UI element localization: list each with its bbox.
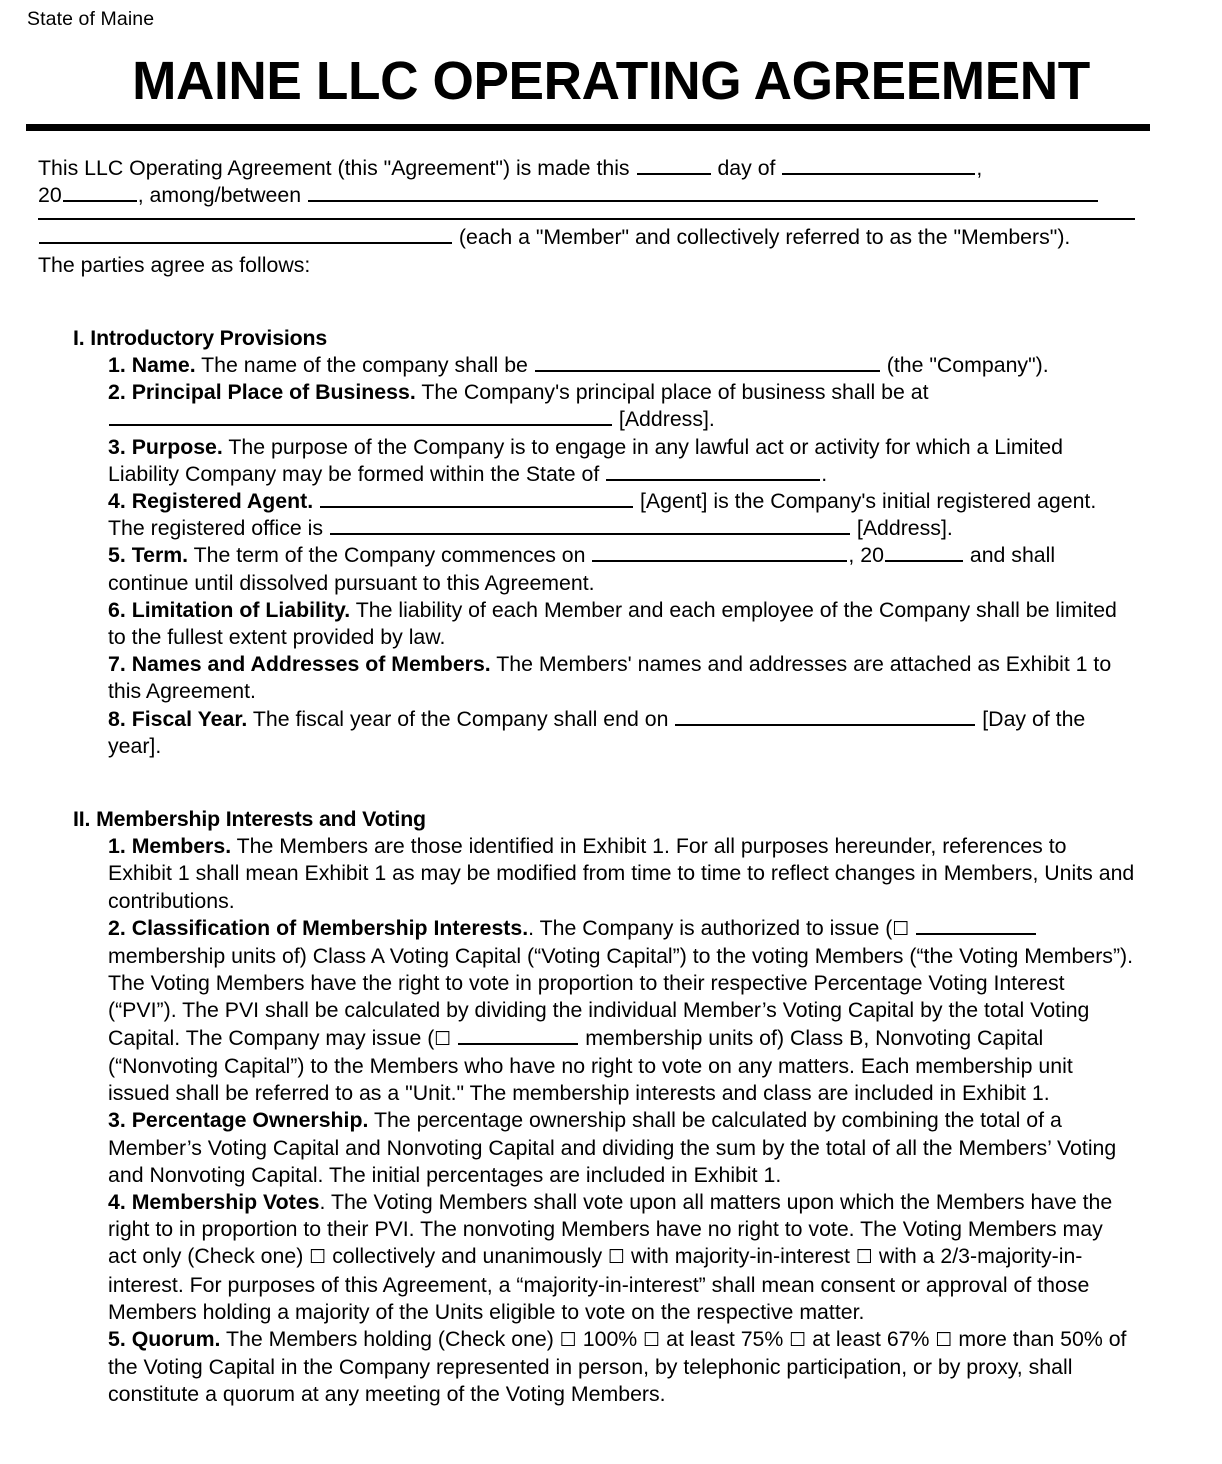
agreement-month-blank[interactable] [782,156,975,175]
intro-year-prefix: 20 [38,183,62,208]
spacer-before-section-2 [0,760,1222,806]
item-5-year-prefix: , 20 [848,543,884,568]
item-4-title: Registered Agent. [131,489,314,514]
parties-blank-3[interactable] [39,225,452,244]
company-name-blank[interactable] [535,353,880,372]
members-definition-line [38,224,1138,251]
item-ii-5-text-a: The Members holding (Check one) [225,1326,554,1351]
item-5-title: Term. [131,543,189,568]
item-7-number: 7. [108,652,126,677]
item-6-number: 6. [108,597,126,622]
parties-blank-1[interactable] [308,183,1098,202]
title-divider [26,124,1150,131]
principal-address-blank[interactable] [109,407,612,426]
item-8-number: 8. [108,706,126,731]
item-ii-4-text-b: with a 2/3-majority-in-interest. For purposes of this Agreement, a “majority-in-interest” shall mean consent or approval of those Members holding a majority of the Units eligible to vote on the respective matter. [108,1244,1090,1324]
class-b-units-checkbox[interactable]: ☐ [434,1027,452,1050]
class-a-units-checkbox[interactable]: ☐ [892,917,910,940]
vote-collectively-checkbox[interactable]: ☐ [309,1246,327,1269]
item-ii-4-opt-1: collectively and unanimously [332,1244,603,1269]
item-2-number: 2. [108,380,126,405]
fiscal-year-blank[interactable] [675,707,975,726]
item-ii-3-number: 3. [108,1108,126,1133]
item-ii-4-membership-votes [108,1189,1136,1326]
item-ii-4-opt-2: with majority-in-interest [631,1244,850,1269]
item-ii-3-percentage-ownership [108,1107,1136,1189]
item-3-purpose [108,434,1136,488]
item-2-title: Principal Place of Business. [131,380,416,405]
item-6-text: The liability of each Member and each employee of the Company shall be limited to the fullest extent provided by law. [108,597,1117,650]
item-7-names-addresses [108,651,1136,705]
item-8-text: The fiscal year of the Company shall end on [252,706,669,731]
item-ii-4-title-punct: . [319,1189,326,1214]
item-8-title: Fiscal Year. [131,706,248,731]
item-5-number: 5. [108,543,126,568]
item-ii-2-text-c: membership units of) Class B, Nonvoting Capital (“Nonvoting Capital”) to the Members who have no right to vote on any matters. Each membership unit issued shall be referred to as a "Unit." The membership interests and class are included in Exhibit 1. [108,1025,1073,1106]
item-8-text-2: [Day of the year]. [108,706,1086,758]
item-ii-3-text: The percentage ownership shall be calculated by combining the total of a Member’s Voting Capital and Nonvoting Capital and dividing the sum by the total of all the Members’ Voting and Nonvoting Capital. The initial percentages are included in Exhibit 1. [108,1108,1117,1187]
item-3-title: Purpose. [131,434,223,459]
item-7-text: The Members' names and addresses are attached as Exhibit 1 to this Agreement. [108,652,1112,704]
item-ii-5-number: 5. [108,1326,126,1351]
term-date-blank[interactable] [592,543,847,562]
item-6-title: Limitation of Liability. [131,597,351,622]
item-3-number: 3. [108,434,126,459]
agreement-day-blank[interactable] [637,156,711,175]
quorum-67-checkbox[interactable]: ☐ [789,1328,807,1351]
item-ii-1-title: Members. [131,834,232,859]
document-body [0,155,1222,1409]
item-ii-5-opt-3: at least 67% [812,1326,930,1351]
intro-line1-text-b: day of [717,156,776,180]
page-title: MAINE LLC OPERATING AGREEMENT [132,51,1090,111]
item-5-text-2: and shall continue until dissolved pursuant to this Agreement. [108,543,1056,595]
item-1-text: The name of the company shall be [201,353,528,378]
item-3-period: . [821,461,828,486]
item-ii-2-title-punct: . [528,915,535,940]
item-1-title: Name. [131,353,196,378]
item-6-limitation-of-liability [108,597,1136,651]
item-4-number: 4. [108,489,126,514]
item-2-text-2: [Address]. [618,407,715,432]
state-label: State of Maine [27,8,155,30]
item-1-number: 1. [108,353,126,378]
quorum-75-checkbox[interactable]: ☐ [643,1328,661,1351]
item-ii-5-opt-1: 100% [582,1326,638,1351]
spacer-before-section-1 [0,279,1222,325]
quorum-100-checkbox[interactable]: ☐ [559,1328,577,1351]
item-ii-3-title: Percentage Ownership. [131,1108,369,1133]
item-4-registered-agent [108,488,1136,542]
item-ii-5-quorum [108,1326,1136,1409]
item-ii-4-text-a: The Voting Members shall vote upon all matters upon which the Members have the right to in proportion to their PVI. The nonvoting Members have no right to vote. The Voting Members may act only (Check one) [108,1189,1113,1269]
intro-line1-text-a: This LLC Operating Agreement (this "Agreement") is made this [38,156,630,180]
item-ii-1-number: 1. [108,834,126,859]
class-a-units-blank[interactable] [916,916,1036,935]
item-1-text-2: (the "Company"). [886,353,1049,378]
item-ii-4-title: Membership Votes [131,1189,320,1214]
class-b-units-blank[interactable] [458,1026,578,1045]
item-ii-2-text-a: The Company is authorized to issue ( [539,915,893,940]
item-2-text: The Company's principal place of business shall be at [421,380,929,405]
item-5-text: The term of the Company commences on [193,543,586,568]
agent-name-blank[interactable] [320,489,633,508]
item-ii-2-title: Classification of Membership Interests. [131,915,529,940]
item-ii-4-number: 4. [108,1189,126,1214]
vote-two-thirds-checkbox[interactable]: ☐ [855,1246,873,1269]
state-blank[interactable] [606,462,820,481]
item-ii-5-title: Quorum. [131,1326,221,1351]
item-ii-1-members [108,833,1136,915]
item-5-term [108,542,1136,596]
item-7-title: Names and Addresses of Members. [131,652,491,677]
item-ii-1-text: The Members are those identified in Exhibit 1. For all purposes hereunder, references to Exhibit 1 shall mean Exhibit 1 as may be modified from time to time to reflect changes in Members, Units and contributions. [108,834,1135,913]
agreement-year-blank[interactable] [63,183,137,202]
quorum-50-checkbox[interactable]: ☐ [935,1328,953,1351]
item-ii-2-text-b: membership units of) Class A Voting Capital (“Voting Capital”) to the voting Members (“the Voting Members”). The Voting Members have the right to vote in proportion to their respective Percentage Voting Interest (“PVI”). The PVI shall be calculated by dividing the individual Member’s Voting Capital by the total Voting Capital. The Company may issue ( [108,944,1134,1050]
parties-agree-line: The parties agree as follows: [38,252,311,277]
item-ii-2-classification [108,915,1136,1107]
item-4-text: [Agent] is the Company's initial registered agent. The registered office is [108,489,1097,541]
intro-among-text: , among/between [137,183,302,208]
intro-paragraph [38,155,1138,209]
members-definition-text: (each a "Member" and collectively referred to as the "Members"). [458,225,1071,250]
registered-office-blank[interactable] [330,516,850,535]
vote-majority-checkbox[interactable]: ☐ [608,1246,626,1269]
item-2-principal-place [108,379,1136,433]
intro-line1-comma: , [976,156,983,180]
item-1-name [108,352,1136,379]
section-heading-1: I. Introductory Provisions [73,325,328,350]
term-year-blank[interactable] [885,543,963,562]
item-ii-2-number: 2. [108,915,126,940]
item-8-fiscal-year [108,706,1136,760]
item-4-text-2: [Address]. [856,516,953,541]
item-ii-5-opt-2: at least 75% [666,1326,784,1351]
section-heading-2: II. Membership Interests and Voting [73,807,426,832]
parties-blank-2[interactable] [38,218,1135,220]
parties-rule-wrap [38,218,1138,220]
item-3-text: The purpose of the Company is to engage in any lawful act or activity for which a Limited Liability Company may be formed within the State of [108,434,1063,486]
item-ii-5-text-b: more than 50% of the Voting Capital in the Company represented in person, by telephonic participation, or by proxy, shall constitute a quorum at any meeting of the Voting Members. [108,1326,1127,1407]
